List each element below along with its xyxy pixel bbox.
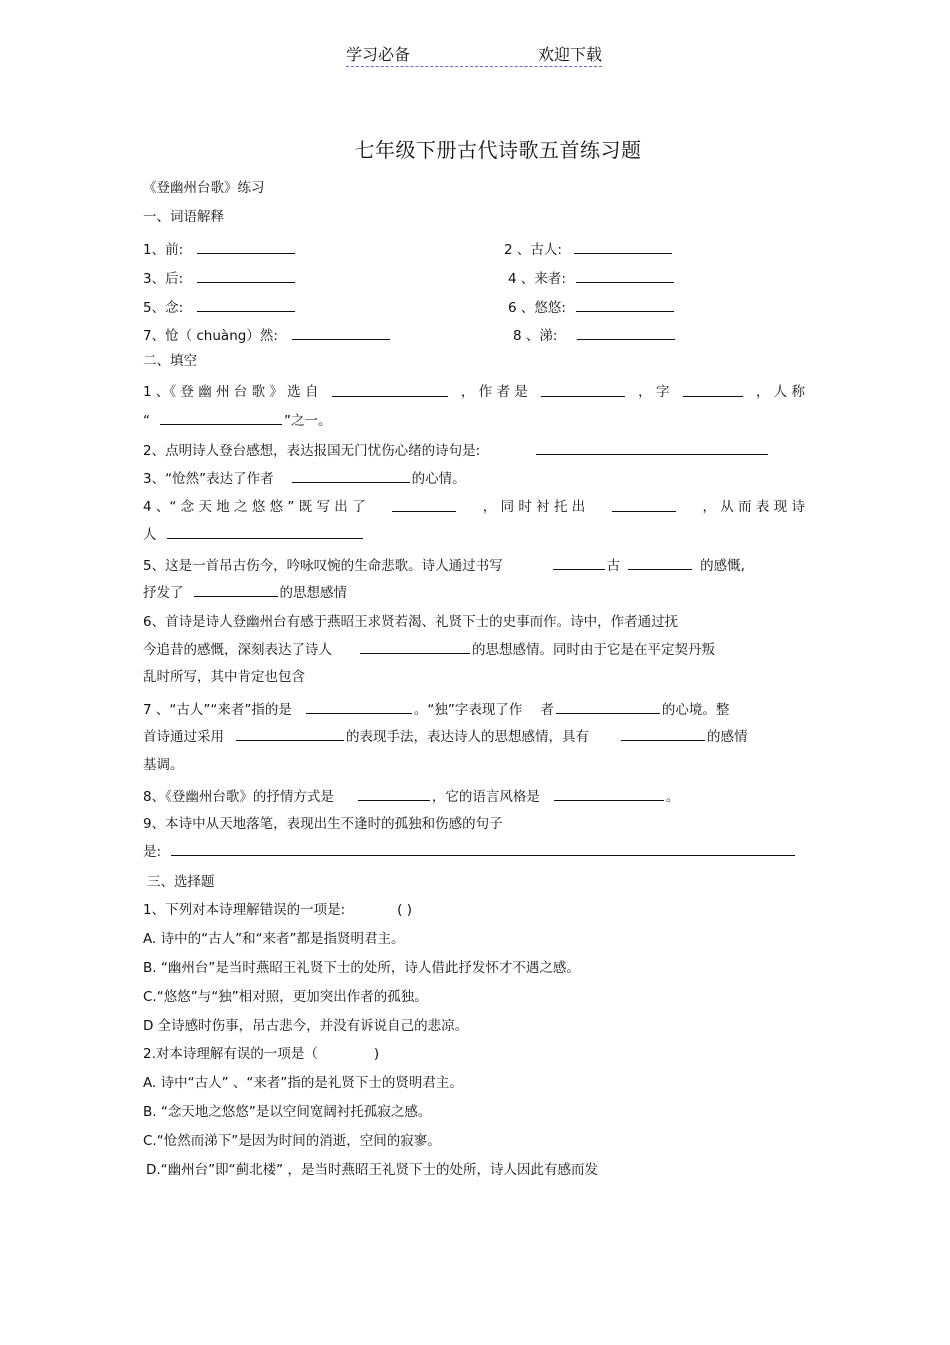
choice-option: D 全诗感时伤事，吊古悲今，并没有诉说自己的悲凉。	[143, 1018, 469, 1034]
blank[interactable]	[160, 410, 282, 425]
choice-option: A. 诗中“古人” 、“来者”指的是礼贤下士的贤明君主。	[143, 1075, 463, 1091]
fill-q7-cont: 首诗通过采用 的表现手法，表达诗人的思想感情，具有 的感情	[143, 726, 748, 747]
vocab-item: 4 、来者:	[508, 268, 676, 289]
vocab-item: 2 、古人:	[504, 239, 674, 260]
fill-q3: 3、“怆然”表达了作者 的心情。	[143, 468, 466, 489]
fill-q9-cont: 是:	[143, 841, 797, 862]
fill-q7: 7 、“古人”“来者”指的是 。“独”字表现了作 者 的心境。整	[143, 699, 729, 720]
fill-q5-cont: 抒发了 的思想感情	[143, 582, 347, 603]
vocab-item: 3、后:	[143, 268, 297, 289]
answer-paren[interactable]: )	[373, 1046, 380, 1062]
answer-paren[interactable]: ( )	[397, 902, 412, 918]
fill-q4: 4 、“ 念 天 地 之 悠 悠 ” 既 写 出 了 ， 同 时 衬 托 出 ， 从 而 表 现 诗	[143, 499, 805, 515]
vocab-item: 5、念:	[143, 297, 297, 318]
choice-option: C.“悠悠”与“独”相对照，更加突出作者的孤独。	[143, 989, 428, 1005]
blank[interactable]	[197, 268, 295, 283]
blank[interactable]	[628, 555, 692, 570]
vocab-item: 7、怆（ chuàng）然:	[143, 325, 392, 346]
fill-q8: 8、《登幽州台歌》的抒情方式是 ，它的语言风格是 。	[143, 786, 679, 807]
blank[interactable]	[536, 440, 768, 455]
choice-option: C.“怆然而涕下”是因为时间的消逝，空间的寂寥。	[143, 1133, 441, 1149]
vocab-item: 6 、悠悠:	[508, 297, 676, 318]
page-title: 七年级下册古代诗歌五首练习题	[354, 138, 642, 162]
blank[interactable]	[392, 497, 456, 512]
blank[interactable]	[612, 497, 676, 512]
section2-heading: 二、填空	[143, 353, 197, 369]
fill-q6-cont2: 乱时所写，其中肯定也包含	[143, 669, 305, 685]
blank[interactable]	[197, 297, 295, 312]
blank[interactable]	[574, 239, 672, 254]
section3-heading: 三、选择题	[147, 874, 215, 890]
fill-q9: 9、本诗中从天地落笔，表现出生不逢时的孤独和伤感的句子	[143, 816, 503, 832]
blank[interactable]	[197, 239, 295, 254]
choice-q1-stem: 1、下列对本诗理解错误的一项是: ( )	[143, 902, 412, 918]
fill-q1-cont: “ ”之一。	[143, 410, 332, 431]
fill-q6: 6、首诗是诗人登幽州台有感于燕昭王求贤若渴、礼贤下士的史事而作。诗中，作者通过抚	[143, 614, 679, 630]
blank[interactable]	[332, 382, 448, 397]
blank[interactable]	[358, 786, 430, 801]
choice-option: B. “念天地之悠悠”是以空间宽阔衬托孤寂之感。	[143, 1104, 432, 1120]
blank[interactable]	[306, 699, 412, 714]
blank[interactable]	[556, 699, 660, 714]
blank[interactable]	[576, 297, 674, 312]
blank[interactable]	[292, 325, 390, 340]
blank[interactable]	[554, 786, 664, 801]
blank[interactable]	[683, 382, 743, 397]
blank[interactable]	[621, 726, 705, 741]
blank[interactable]	[576, 268, 674, 283]
blank[interactable]	[167, 524, 363, 539]
fill-q2: 2、点明诗人登台感想，表达报国无门忧伤心绪的诗句是:	[143, 440, 770, 461]
fill-q6-cont: 今追昔的感慨，深刻表达了诗人 的思想感情。同时由于它是在平定契丹叛	[143, 639, 715, 660]
vocab-item: 8 、涕:	[513, 325, 677, 346]
blank[interactable]	[194, 582, 278, 597]
fill-q5: 5、这是一首吊古伤今，吟咏叹惋的生命悲歌。诗人通过书写 古 的感慨,	[143, 555, 745, 576]
blank[interactable]	[577, 325, 675, 340]
choice-option: D.“幽州台”即“蓟北楼” ，是当时燕昭王礼贤下士的处所，诗人因此有感而发	[146, 1162, 598, 1178]
choice-q2-stem: 2.对本诗理解有误的一项是（ )	[143, 1046, 380, 1062]
header-right-text: 欢迎下载	[537, 45, 602, 64]
choice-option: A. 诗中的“古人”和“来者”都是指贤明君主。	[143, 931, 405, 947]
blank[interactable]	[292, 468, 410, 483]
blank[interactable]	[236, 726, 344, 741]
choice-option: B. “幽州台”是当时燕昭王礼贤下士的处所，诗人借此抒发怀才不遇之感。	[143, 960, 580, 976]
vocab-item: 1、前:	[143, 239, 297, 260]
blank[interactable]	[541, 382, 625, 397]
header-left-text: 学习必备	[346, 45, 411, 64]
blank[interactable]	[360, 639, 470, 654]
fill-q4-cont: 人	[143, 524, 365, 545]
section1-heading: 一、词语解释	[143, 209, 224, 225]
fill-q7-cont2: 基调。	[143, 757, 184, 773]
blank[interactable]	[171, 841, 795, 856]
blank[interactable]	[553, 555, 605, 570]
fill-q1: 1 、《 登 幽 州 台 歌 》 选 自 ， 作 者 是 ， 字 ， 人 称	[143, 384, 805, 400]
page-header	[346, 42, 602, 67]
poem-subtitle: 《登幽州台歌》练习	[143, 180, 265, 196]
